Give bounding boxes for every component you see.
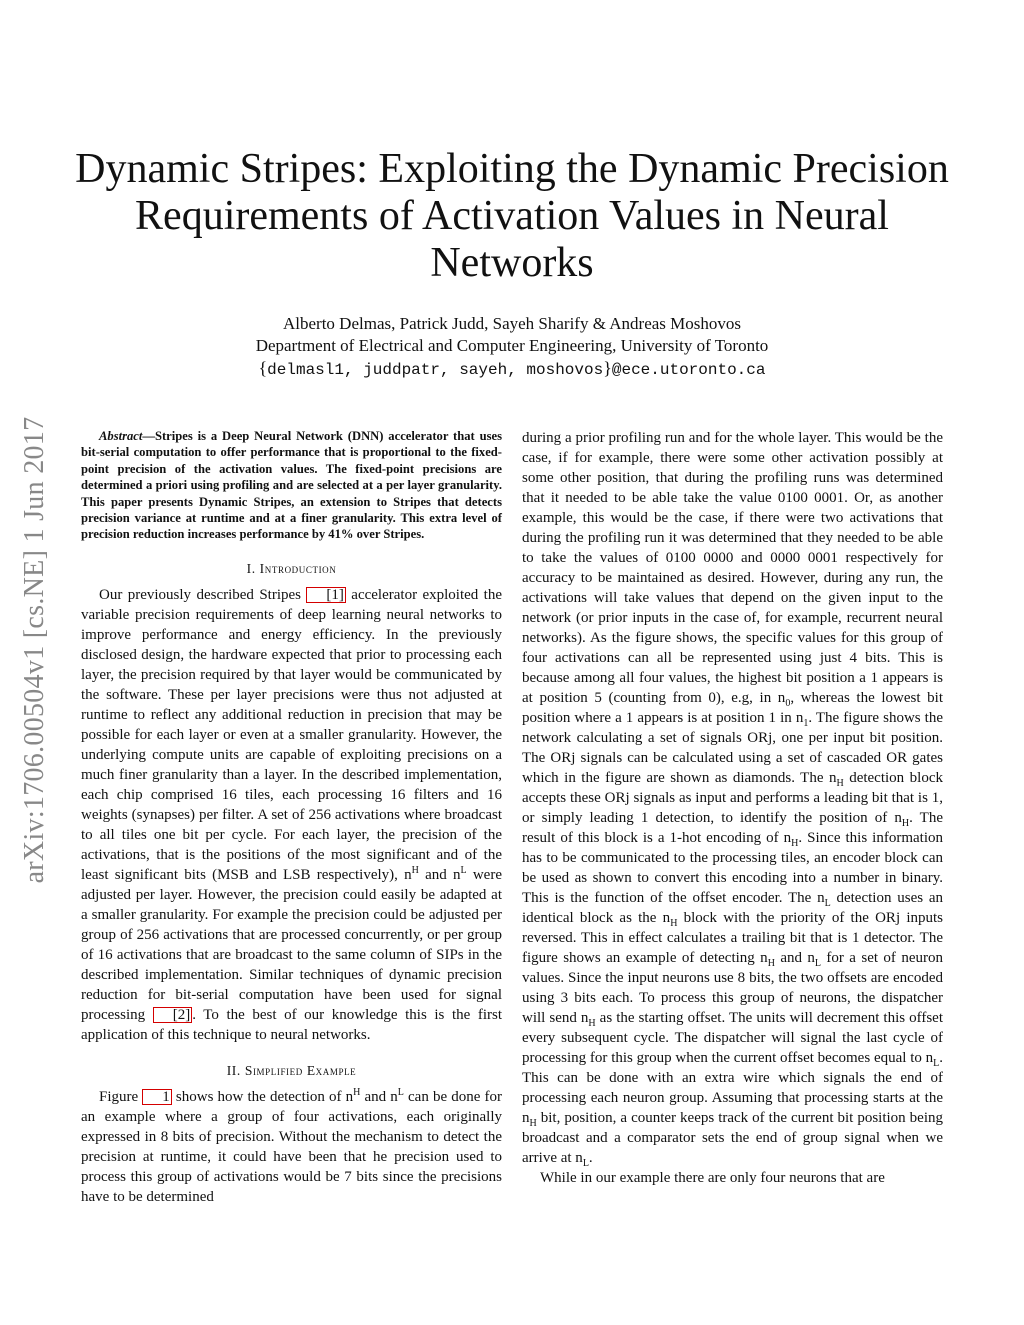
- right-column: [522, 428, 943, 1188]
- left-column: [81, 428, 502, 1207]
- text-run: . The result of this block is a 1-hot encoding of n: [522, 810, 943, 846]
- section-heading-introduction: I. Introduction: [246, 560, 337, 576]
- subscript: L: [582, 1158, 589, 1169]
- text-run: and n: [774, 950, 815, 966]
- subscript: H: [588, 1018, 596, 1029]
- section-heading-simplified-example: II. Simplified Example: [226, 1062, 357, 1078]
- text-run: and n: [418, 866, 461, 883]
- citation-link-2[interactable]: [2]: [153, 1007, 193, 1023]
- title-line-1: Dynamic Stripes: Exploiting the Dynamic Precision: [75, 146, 949, 192]
- text-run: shows how the detection of n: [171, 1088, 354, 1105]
- subscript: L: [933, 1058, 940, 1069]
- text-run: and n: [360, 1088, 398, 1105]
- email-domain: @ece.utoronto.ca: [611, 361, 766, 379]
- superscript: L: [397, 1086, 404, 1098]
- text-run: bit, position, a counter keeps track of the current bit position being broadcast and a comparator sets the end of group signal when we arrive at n: [522, 1110, 943, 1166]
- superscript: L: [460, 864, 467, 876]
- text-run: Our previously described Stripes: [99, 586, 307, 603]
- text-run: as the starting offset. The units will decrement this offset every subsequent cycle. The dispatcher will signal the last cycle of processing for this group when the current offset becomes equal to n: [522, 1010, 943, 1066]
- text-run: accelerator exploited the variable precision requirements of deep learning neural networks to improve performance and energy efficiency. In the previously disclosed design, the hardware expected that prior to processing each layer, the precision required by that layer would be communicated by the software. These per layer precisions were thus not adjusted at runtime to reflect any additional reduction in precision that may be possible for each layer or even at a smaller granularity. However, the underlying compute units are capable of exploiting precisions on a much finer granularity than a layer. In the described implementation, each chip comprised 16 tiles, each processing 16 filters and 16 weights (synapses) per filter. A set of 256 activations where broadcast to all tiles one bit per cycle. For each layer, the precision of the activations, that is the positions of the most significant and of the least significant bits (MSB and LSB respectively), n: [81, 586, 502, 883]
- text-run: . Since this information has to be communicated to the processing tiles, an encoder block can be used as shown to convert this encoding into a number in binary. This is the function of the offset encoder. The n: [522, 830, 943, 906]
- text-run: . To the best of our knowledge this is the first application of this technique to neural networks.: [81, 1006, 502, 1043]
- subscript: L: [824, 898, 831, 909]
- abstract-label: Abstract: [99, 429, 143, 443]
- subscript: L: [814, 958, 821, 969]
- text-run: detection block accepts these ORj signals as input and performs a leading bit that is 1, or simply leading 1 detection, to identify the position of n: [522, 770, 943, 826]
- subscript: H: [767, 958, 775, 969]
- text-run: .: [588, 1150, 593, 1166]
- abstract-text: Stripes is a Deep Neural Network (DNN) accelerator that uses bit-serial computation to offer performance that is proportional to the fixed-point precision of the activation values. The fixed-point precisions are determined a priori using profiling and are selected at a per layer granularity. This paper presents Dynamic Stripes, an extension to Stripes that detects precision variance at runtime and at a finer granularity. This extra level of precision reduction increases performance by 41% over Stripes.: [81, 429, 502, 542]
- text-run: . The figure shows the network calculating a set of signals ORj, one per input bit position. The ORj signals can be calculated using a set of cascaded OR gates which in the figure are shown as diamonds. The n: [522, 710, 943, 786]
- text-run: Figure: [99, 1088, 143, 1105]
- title-line-3: Networks: [430, 240, 594, 286]
- author-block: [140, 313, 884, 381]
- superscript: H: [353, 1086, 361, 1098]
- author-emails: [140, 357, 884, 381]
- email-brace-close: }: [603, 358, 612, 378]
- citation-link-1[interactable]: [1]: [306, 587, 346, 603]
- paper-title: [70, 146, 954, 287]
- subscript: 0: [785, 698, 791, 709]
- subscript: H: [670, 918, 678, 929]
- introduction-paragraph: [81, 585, 502, 1045]
- email-brace-open: {: [258, 358, 268, 378]
- text-run: . This can be done with an extra wire which signals the end of processing each neuron group. Assuming that processing starts at the n: [522, 1050, 943, 1126]
- author-affiliation: Department of Electrical and Computer Engineering, University of Toronto: [255, 336, 769, 355]
- subscript: 1: [803, 718, 809, 729]
- text-run: during a prior profiling run and for the whole layer. This would be the case, if for example, there were some other activation possibly at some other position, that during the profiling runs was determined that it needed to be able take the value 0100 0001. Or, as another example, this would be the case, if there were two activations that during the profiling run it was determined that they needed to be able to take the values of 0100 0000 and 0000 0001 respectively for accuracy to be maintained as desired. However, during any run, the activations will take values that depend on the given input to the network (or prior inputs in the case of, for example, recurrent neural networks). As the figure shows, the specific values for this group of four activations can all be represented using just 4 bits. This is because among all four values, the highest bit position a 1 appears is at position 5 (counting from 0), e.g, in n: [522, 430, 943, 706]
- text-run: , whereas the lowest bit position where a 1 appears is at position 1 in n: [522, 690, 943, 726]
- subscript: H: [791, 838, 799, 849]
- figure-link-1[interactable]: 1: [142, 1089, 172, 1105]
- text-run: block with the priority of the ORj inputs reversed. This in effect calculates a trailing bit that is 1 detector. The figure shows an example of detecting n: [522, 910, 944, 966]
- text-run: were adjusted per layer. However, the precision could easily be adapted at a smaller granularity. For example the precision could be adjusted per group of 256 activations that are processed concurrently, or per group of 16 activations that are broadcast to the same column of SIPs in the described implementation. Similar techniques of dynamic precision reduction for bit-serial computation have been used for signal processing: [81, 866, 502, 1023]
- text-run: detection uses an identical block as the n: [522, 890, 943, 926]
- right-column-paragraph-1: [522, 428, 943, 1168]
- text-run: for a set of neuron values. Since the input neurons use 8 bits, the two offsets are encoded using 3 bits each. To process this group of neurons, the dispatcher will send n: [522, 950, 943, 1026]
- abstract: [81, 428, 502, 543]
- abstract-dash: —: [142, 429, 155, 443]
- subscript: H: [836, 778, 844, 789]
- arxiv-margin-identifier: arXiv:1706.00504v1 [cs.NE] 1 Jun 2017: [19, 416, 50, 884]
- author-names: Alberto Delmas, Patrick Judd, Sayeh Sharify & Andreas Moshovos: [283, 314, 741, 333]
- title-line-2: Requirements of Activation Values in Neural: [135, 193, 889, 239]
- text-run: can be done for an example where a group of four activations, each originally expressed in 8 bits of precision. Without the mechanism to detect the precision at runtime, it could have been that he precision used to process this group of activations would be 7 bits since the precisions have to be determined: [81, 1088, 503, 1205]
- simplified-example-paragraph: [81, 1087, 502, 1207]
- superscript: H: [411, 864, 419, 876]
- email-usernames: delmasl1, juddpatr, sayeh, moshovos: [267, 361, 604, 379]
- subscript: H: [529, 1118, 537, 1129]
- right-column-paragraph-2: While in our example there are only four neurons that are: [540, 1170, 885, 1186]
- subscript: H: [901, 818, 910, 829]
